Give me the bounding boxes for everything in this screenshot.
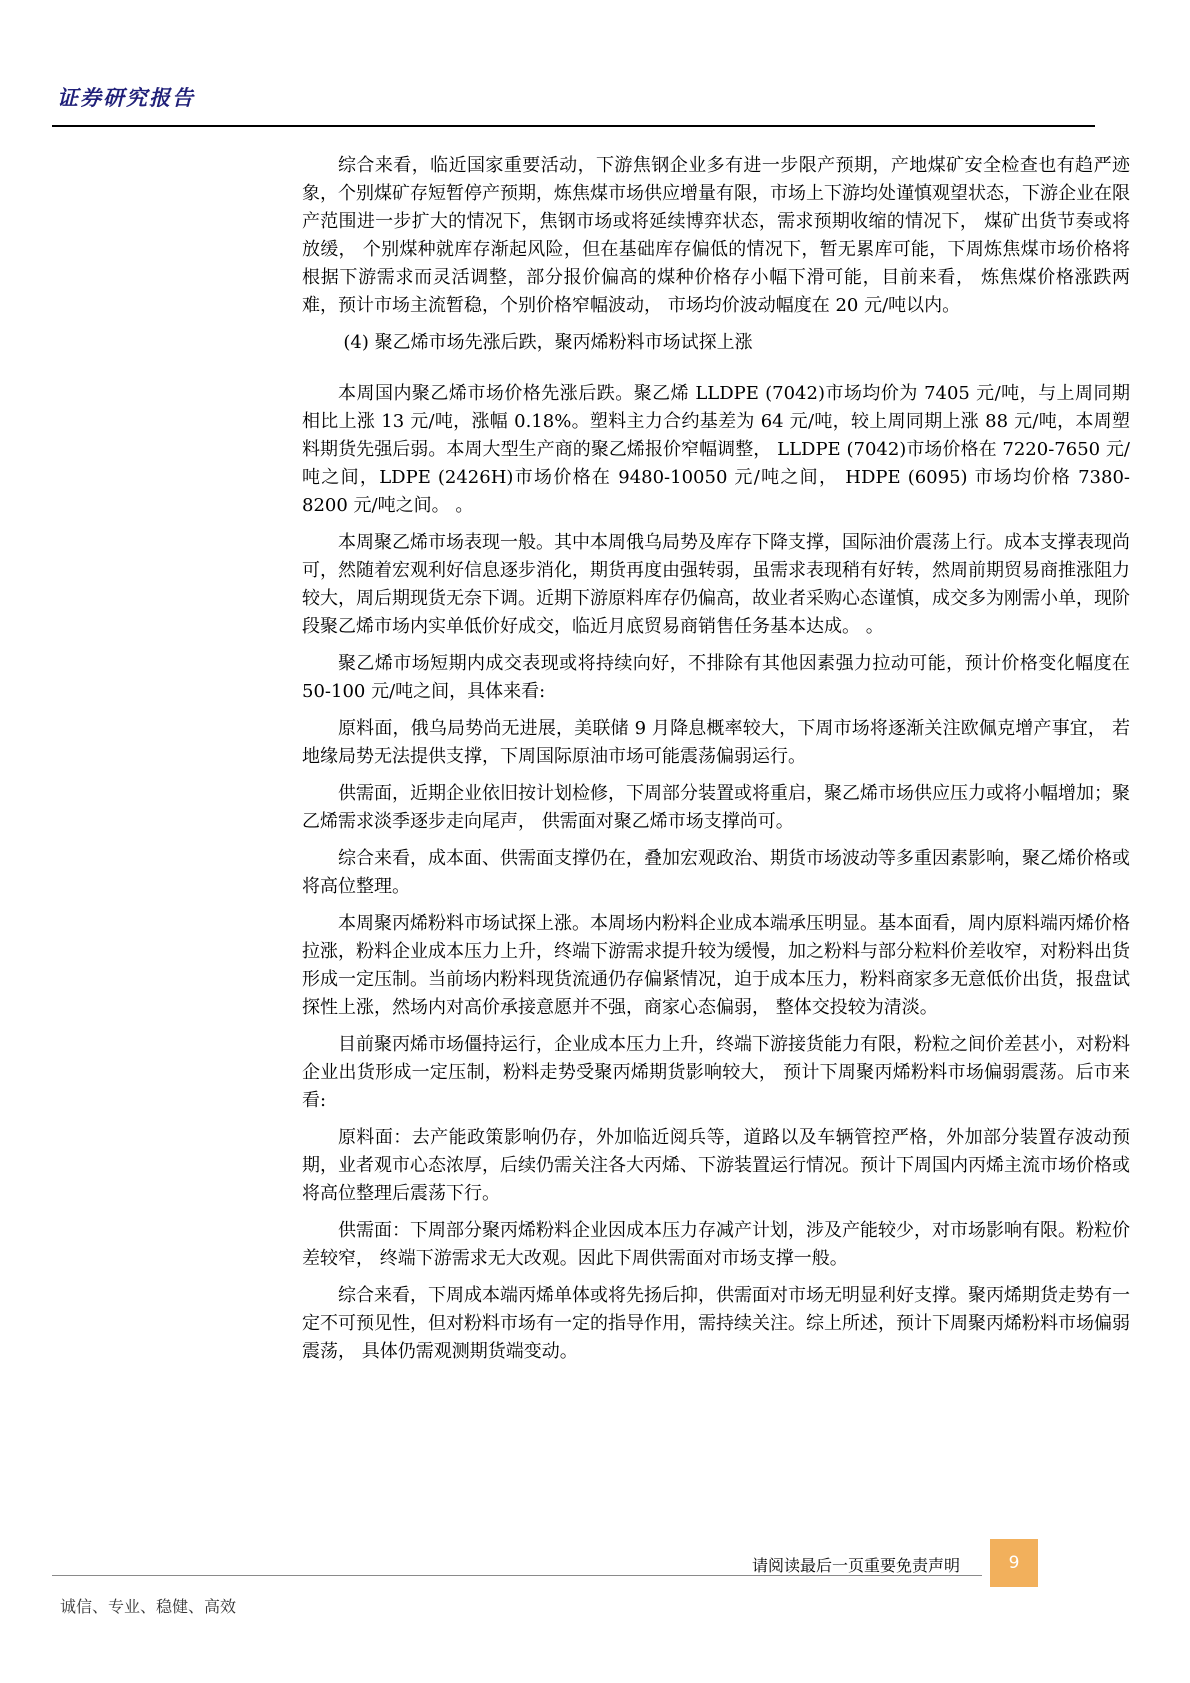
paragraph-pp-outlook: 目前聚丙烯市场僵持运行，企业成本压力上升，终端下游接货能力有限，粉粒之间价差甚小，对粉料企业出货形成一定压制，粉料走势受聚丙烯期货影响较大， 预计下周聚丙烯粉料市场偏弱震荡。后市来看: [302,1034,1130,1111]
paragraph-pe-raw-material: 原料面，俄乌局势尚无进展，美联储 9 月降息概率较大，下周市场将逐渐关注欧佩克增产事宜， 若地缘局势无法提供支撑，下周国际原油市场可能震荡偏弱运行。 [302,718,1130,767]
footer-slogan: 诚信、专业、稳健、高效 [60,1597,237,1616]
paragraph-pe-supply-demand: 供需面，近期企业依旧按计划检修，下周部分装置或将重启，聚乙烯市场供应压力或将小幅增加；聚乙烯需求淡季逐步走向尾声， 供需面对聚乙烯市场支撑尚可。 [302,783,1130,832]
paragraph-pp-raw-material: 原料面：去产能政策影响仍存，外加临近阅兵等，道路以及车辆管控严格，外加部分装置存波动预期，业者观市心态浓厚，后续仍需关注各大丙烯、下游装置运行情况。预计下周国内丙烯主流市场价格或将高位整理后震荡下行。 [302,1127,1130,1204]
paragraph-coking-coal-summary: 综合来看，临近国家重要活动，下游焦钢企业多有进一步限产预期，产地煤矿安全检查也有趋严迹象，个别煤矿存短暂停产预期，炼焦煤市场供应增量有限，市场上下游均处谨慎观望状态，下游企业在限产范围进一步扩大的情况下，焦钢市场或将延续博弈状态，需求预期收缩的情况下， 煤矿出货节奏或将放缓， 个别煤种就库存渐起风险，但在基础库存偏低的情况下，暂无累库可能，下周炼焦煤市场价格将根据下游需求而灵活调整，部分报价偏高的煤种价格存小幅下滑可能，目前来看， 炼焦煤价格涨跌两难，预计市场主流暂稳，个别价格窄幅波动， 市场均价波动幅度在 20 元/吨以内。 [302,155,1130,316]
disclaimer-note: 请阅读最后一页重要免责声明 [752,1556,961,1575]
paragraph-pp-supply-demand: 供需面：下周部分聚丙烯粉料企业因成本压力存减产计划，涉及产能较少，对市场影响有限。粉粒价差较窄， 终端下游需求无大改观。因此下周供需面对市场支撑一般。 [302,1220,1130,1269]
paragraph-pe-summary: 综合来看，成本面、供需面支撑仍在，叠加宏观政治、期货市场波动等多重因素影响，聚乙烯价格或将高位整理。 [302,848,1130,897]
paragraph-pe-market: 本周聚乙烯市场表现一般。其中本周俄乌局势及库存下降支撑，国际油价震荡上行。成本支撑表现尚可，然随着宏观利好信息逐步消化，期货再度由强转弱，虽需求表现稍有好转，然周前期贸易商推涨阻力较大，周后期现货无奈下调。近期下游原料库存仍偏高，故业者采购心态谨慎，成交多为刚需小单，现阶段聚乙烯市场内实单低价好成交，临近月底贸易商销售任务基本达成。 。 [302,532,1130,637]
page-number-badge: 9 [990,1539,1038,1587]
report-header-title: 证券研究报告 [57,86,195,110]
report-body [302,152,1130,1375]
section-subheading-polyolefin: (4) 聚乙烯市场先涨后跌，聚丙烯粉料市场试探上涨 [343,332,753,353]
paragraph-pe-price: 本周国内聚乙烯市场价格先涨后跌。聚乙烯 LLDPE (7042)市场均价为 7405 元/吨，与上周同期相比上涨 13 元/吨，涨幅 0.18%。塑料主力合约基差为 64 元/吨，较上周同期上涨 88 元/吨，本周塑料期货先强后弱。本周大型生产商的聚乙烯报价窄幅调整， LLDPE (7042)市场价格在 7220-7650 元/吨之间，LDPE (2426H)市场价格在 9480-10050 元/吨之间， HDPE (6095) 市场均价格 7380-8200 元/吨之间。 。 [302,383,1130,516]
paragraph-pe-outlook: 聚乙烯市场短期内成交表现或将持续向好，不排除有其他因素强力拉动可能，预计价格变化幅度在 50-100 元/吨之间，具体来看: [302,653,1130,702]
paragraph-pp-powder-market: 本周聚丙烯粉料市场试探上涨。本周场内粉料企业成本端承压明显。基本面看，周内原料端丙烯价格拉涨，粉料企业成本压力上升，终端下游需求提升较为缓慢，加之粉料与部分粒料价差收窄，对粉料出货形成一定压制。当前场内粉料现货流通仍存偏紧情况，迫于成本压力，粉料商家多无意低价出货，报盘试探性上涨，然场内对高价承接意愿并不强，商家心态偏弱， 整体交投较为清淡。 [302,913,1130,1018]
footer-divider [52,1575,982,1576]
paragraph-pp-summary: 综合来看，下周成本端丙烯单体或将先扬后抑，供需面对市场无明显利好支撑。聚丙烯期货走势有一定不可预见性，但对粉料市场有一定的指导作用，需持续关注。综上所述，预计下周聚丙烯粉料市场偏弱震荡， 具体仍需观测期货端变动。 [302,1285,1130,1362]
header-divider [52,125,1095,127]
